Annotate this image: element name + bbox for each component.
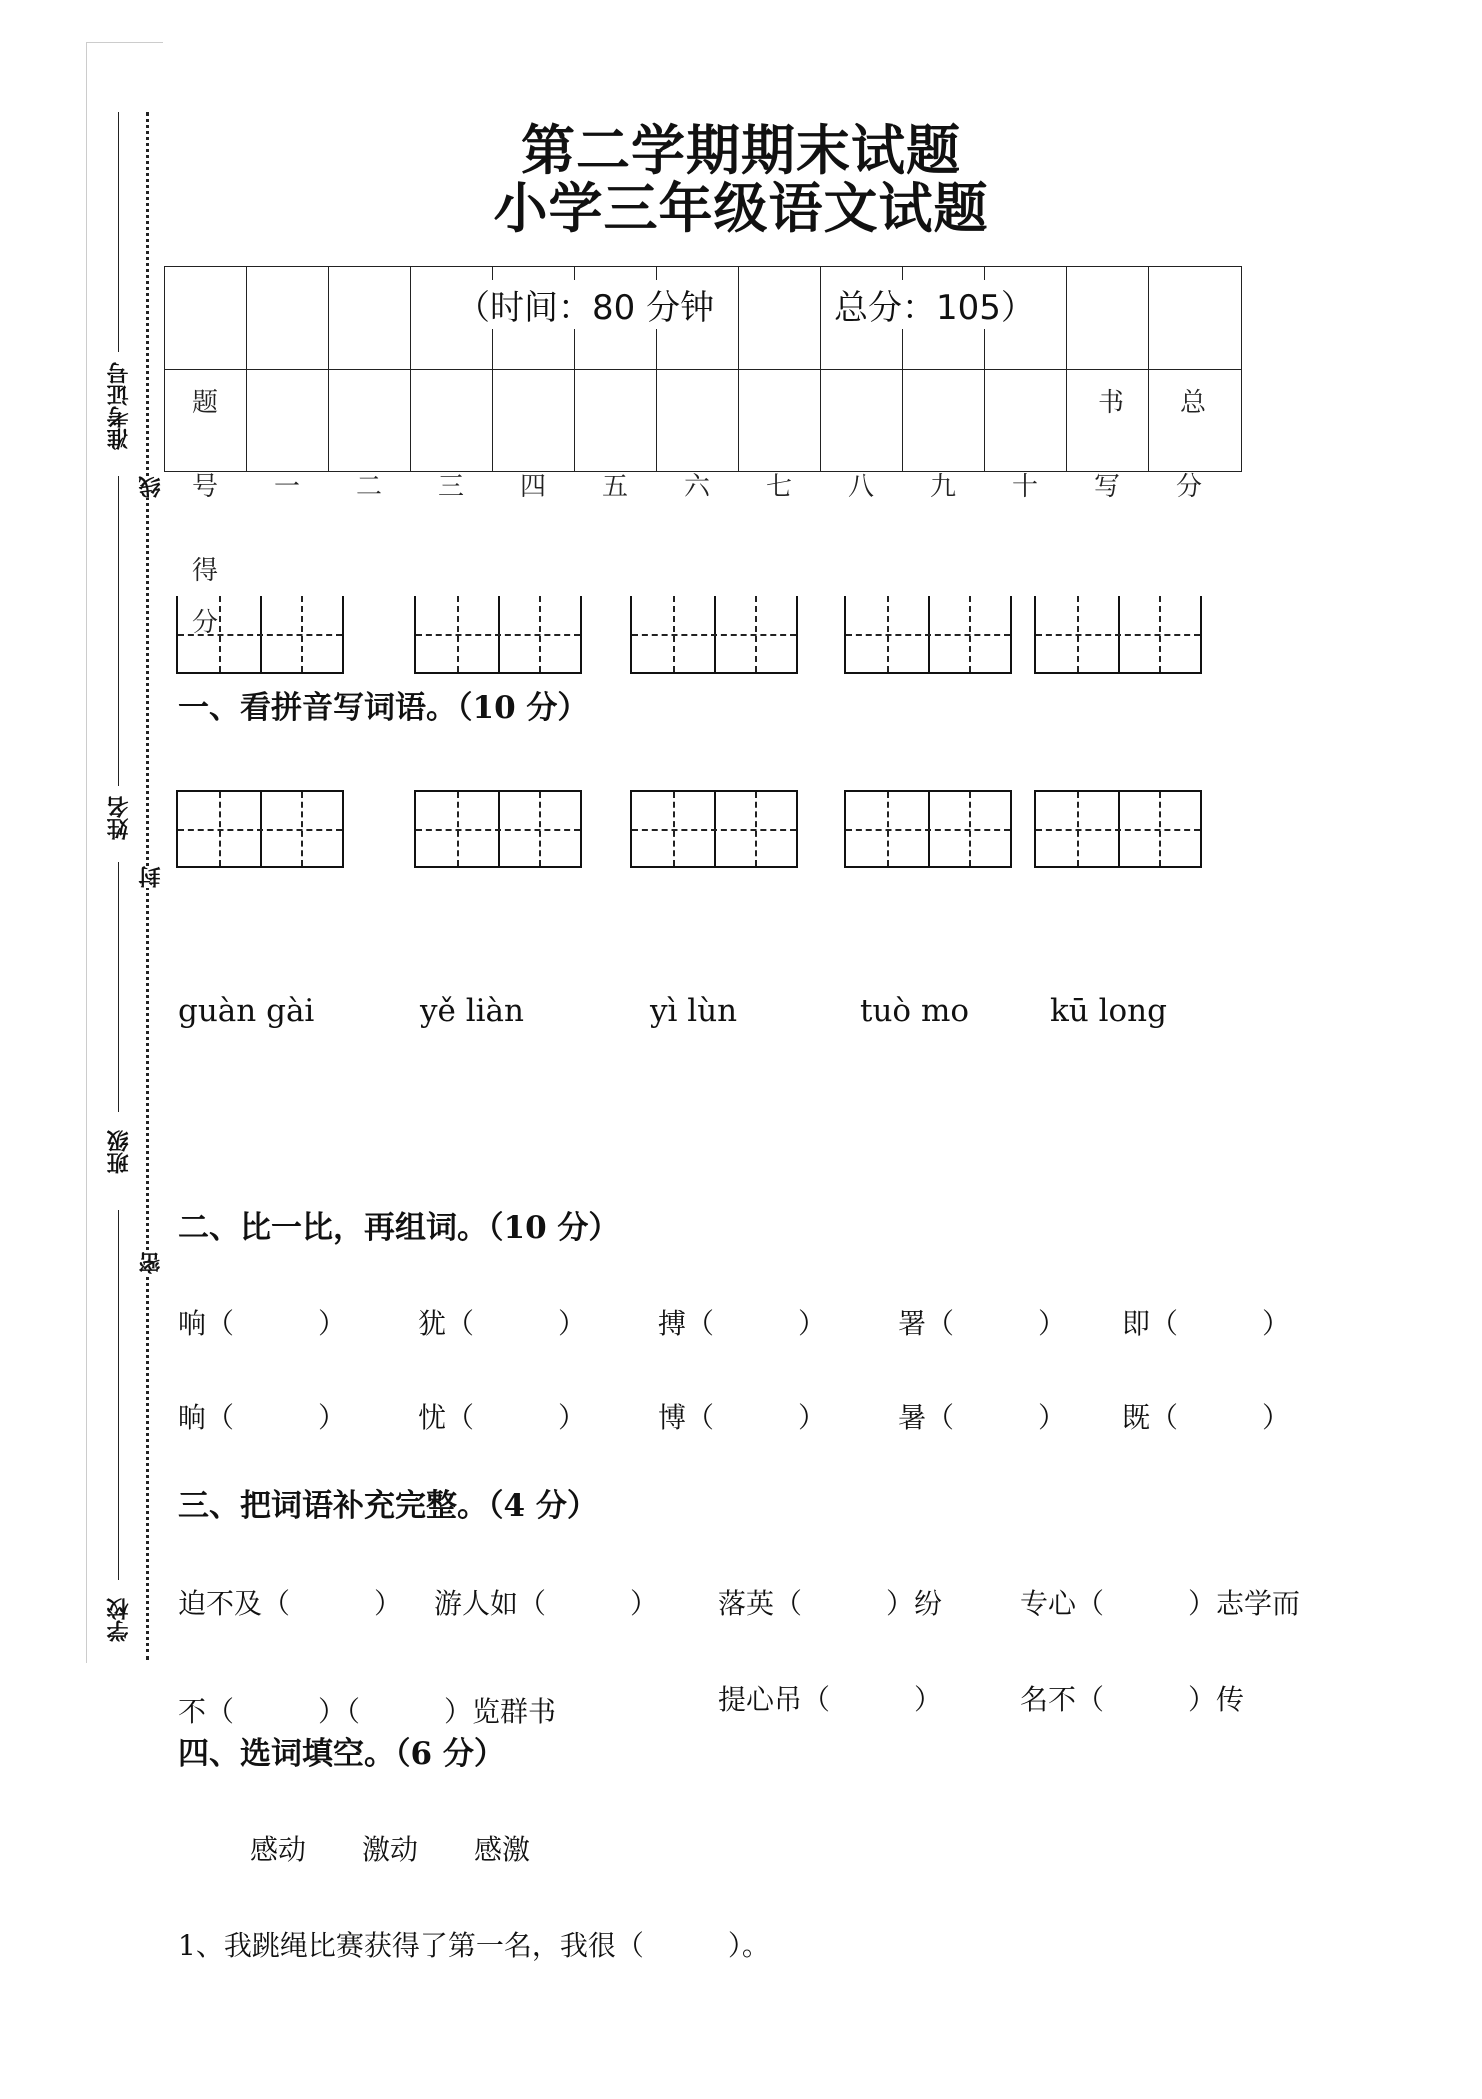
table-label: 十 <box>1012 472 1039 502</box>
idiom-item: 名不（ ）传 <box>1020 1683 1245 1716</box>
writing-box[interactable] <box>844 790 1012 868</box>
binding-margin <box>86 42 163 1663</box>
compare-item: 犹（ ） <box>418 1307 587 1340</box>
writing-box[interactable] <box>414 790 582 868</box>
label-exam-id: 准考证号 <box>107 362 132 450</box>
writing-box[interactable] <box>1034 790 1202 868</box>
table-label: 得 <box>192 556 219 586</box>
idiom-item: 专心（ ）志学而 <box>1020 1587 1301 1620</box>
title-line1: 第二学期期末试题 <box>521 118 961 182</box>
table-label: 五 <box>602 472 629 502</box>
compare-item: 忧（ ） <box>418 1401 587 1434</box>
idiom-item: 游人如（ ） <box>434 1587 659 1620</box>
title-line2: 小学三年级语文试题 <box>493 176 989 240</box>
section-4-heading: 四、选词填空。（6 分） <box>178 1736 505 1772</box>
section-2-heading: 二、比一比，再组词。（10 分） <box>178 1210 620 1246</box>
table-label: 分 <box>1176 472 1203 502</box>
label-name: 姓名 <box>107 796 132 840</box>
writing-box[interactable] <box>630 596 798 674</box>
compare-item: 暑（ ） <box>898 1401 1067 1434</box>
time-limit: （时间：80 分钟 <box>456 280 714 329</box>
idiom-item: 不（ ）（ ）览群书 <box>178 1695 557 1728</box>
table-label: 题 <box>192 388 219 418</box>
word-choices: 感动 激动 感激 <box>250 1833 531 1866</box>
writing-box[interactable] <box>630 790 798 868</box>
compare-item: 既（ ） <box>1122 1401 1291 1434</box>
table-label: 九 <box>930 472 957 502</box>
table-label: 七 <box>766 472 793 502</box>
table-label: 号 <box>192 472 219 502</box>
class-underline <box>118 1210 119 1580</box>
pinyin-item: yě liàn <box>420 993 524 1029</box>
table-label: 二 <box>356 472 383 502</box>
compare-item: 响（ ） <box>178 1307 347 1340</box>
section-1-heading: 一、看拼音写词语。（10 分） <box>178 690 589 726</box>
idiom-item: 提心吊（ ） <box>718 1683 943 1716</box>
writing-box[interactable] <box>176 596 344 674</box>
question-1: 1、我跳绳比赛获得了第一名，我很（ ）。 <box>178 1929 770 1962</box>
name-underline-bottom <box>118 862 119 1112</box>
pinyin-item: kū long <box>1050 993 1167 1029</box>
idiom-item: 迫不及（ ） <box>178 1587 403 1620</box>
compare-item: 晌（ ） <box>178 1401 347 1434</box>
idiom-item: 落英（ ）纷 <box>718 1587 943 1620</box>
table-label: 四 <box>520 472 547 502</box>
table-label: 书 <box>1098 388 1125 418</box>
writing-box[interactable] <box>1034 596 1202 674</box>
compare-item: 搏（ ） <box>658 1307 827 1340</box>
table-label: 六 <box>684 472 711 502</box>
pinyin-item: yì lùn <box>650 993 738 1029</box>
mark-line: 线 <box>136 476 167 498</box>
label-class: 班级 <box>107 1130 132 1174</box>
writing-box[interactable] <box>844 596 1012 674</box>
section-3-heading: 三、把词语补充完整。（4 分） <box>178 1488 598 1524</box>
mark-secret: 密 <box>136 1252 167 1274</box>
pinyin-item: guàn gài <box>178 993 315 1029</box>
writing-box[interactable] <box>414 596 582 674</box>
compare-item: 博（ ） <box>658 1401 827 1434</box>
table-label: 一 <box>274 472 301 502</box>
table-label: 八 <box>848 472 875 502</box>
label-school: 学校 <box>107 1598 132 1642</box>
table-label: 三 <box>438 472 465 502</box>
compare-item: 署（ ） <box>898 1307 1067 1340</box>
table-label: 总 <box>1180 388 1207 418</box>
table-label: 分 <box>192 608 219 638</box>
mark-seal: 封 <box>136 866 167 888</box>
table-label: 写 <box>1094 472 1121 502</box>
writing-box[interactable] <box>176 790 344 868</box>
pinyin-item: tuò mo <box>860 993 969 1029</box>
name-underline-top <box>118 476 119 786</box>
compare-item: 即（ ） <box>1122 1307 1291 1340</box>
total-score: 总分：105） <box>834 280 1035 329</box>
